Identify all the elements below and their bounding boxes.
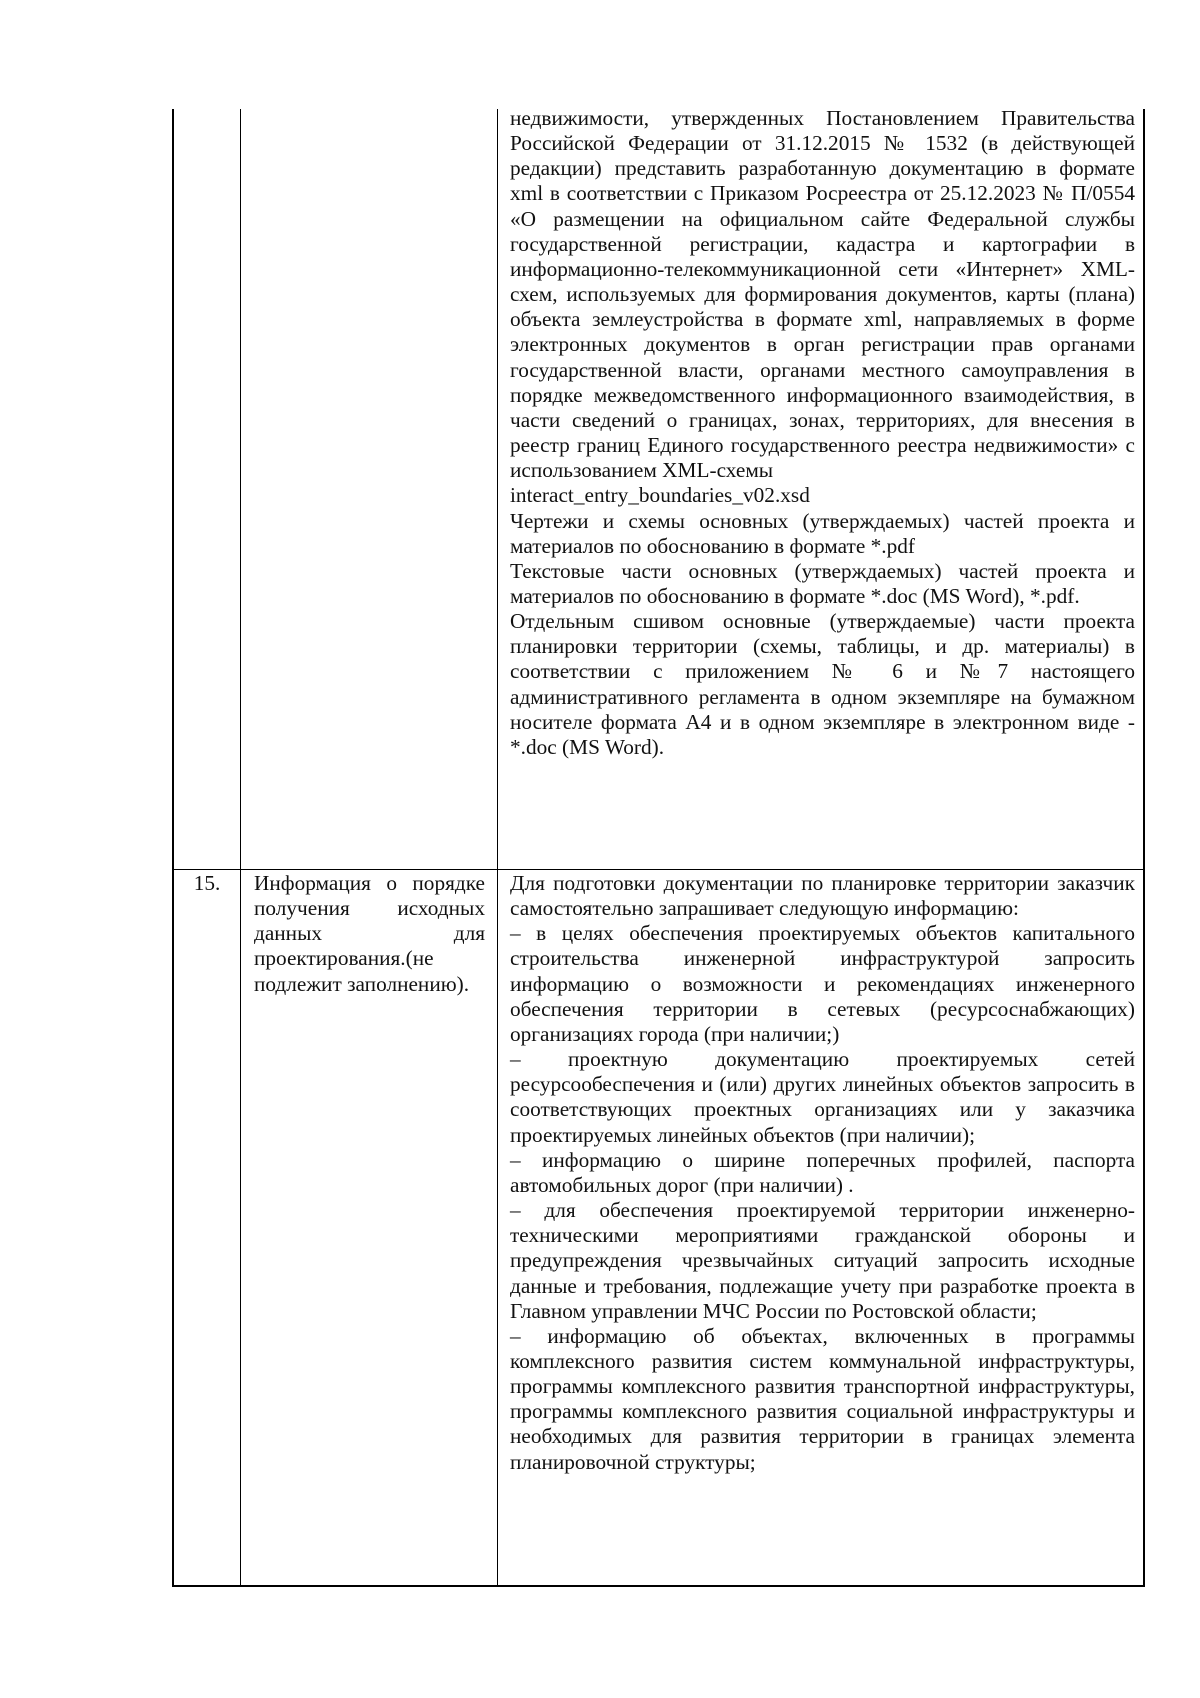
row-14-paragraph-4: Текстовые части основных (утверждаемых) частей проекта и материалов по обоснованию в формате *.doc (MS Word), *.pdf.: [510, 558, 1135, 608]
column-divider-1: [240, 109, 241, 1585]
row-15-paragraph-4: – информацию о ширине поперечных профилей, паспорта автомобильных дорог (при наличии) .: [510, 1147, 1135, 1197]
row-15-paragraph-1: Для подготовки документации по планировке территории заказчик самостоятельно запрашивает следующую информацию:: [510, 871, 1135, 921]
row-15-paragraph-5: – для обеспечения проектируемой территории инженерно-техническими мероприятиями гражданской обороны и предупреждения чрезвычайных ситуаций запросить исходные данные и требования, подлежащие учету при разработке проекта в Главном управлении МЧС России по Ростовской области;: [510, 1198, 1135, 1323]
row-14-paragraph-5: Отдельным сшивом основные (утверждаемые) части проекта планировки территории (схемы, таблицы, и др. материалы) в соответствии с приложением № 6 и №7 настоящего административного регламента в одном экземпляре на бумажном носителе формата А4 и в одном экземпляре в электронном виде -*.doc (MS Word).: [510, 609, 1135, 759]
document-table: [172, 106, 1145, 1587]
row-15-title: Информация о порядке получения исходных данных для проектирования.(не подлежит заполнению).: [254, 871, 485, 996]
row-14-content: [510, 106, 1135, 760]
row-14-paragraph-1: недвижимости, утвержденных Постановлением Правительства Российской Федерации от 31.12.2015 № 1532 (в действующей редакции) представить разработанную документацию в формате xml в соответствии с Приказом Росреестра от 25.12.2023 № П/0554 «О размещении на официальном сайте Федеральной службы государственной регистрации, кадастра и картографии в информационно-телекоммуникационной сети «Интернет» XML-схем, используемых для формирования документов, карты (плана) объекта землеустройства в формате xml, направляемых в форме электронных документов в орган регистрации прав органами государственной власти, органами местного самоуправления в порядке межведомственного информационного взаимодействия, в части сведений о границах, зонах, территориях, для внесения в реестр границ Единого государственного реестра недвижимости» с использованием XML-схемы: [510, 106, 1135, 483]
row-14-paragraph-2: interact_entry_boundaries_v02.xsd: [510, 483, 810, 508]
row-15-number: 15.: [193, 871, 221, 895]
row-15-content: [510, 871, 1135, 1475]
row-15-paragraph-6: – информацию об объектах, включенных в программы комплексного развития систем коммунальной инфраструктуры, программы комплексного развития транспортной инфраструктуры, программы комплексного развития социальной инфраструктуры и необходимых для развития территории в границах элемента планировочной структуры;: [510, 1323, 1135, 1474]
column-divider-2: [497, 109, 498, 1585]
row-divider: [174, 869, 1143, 870]
row-15-paragraph-2: – в целях обеспечения проектируемых объектов капитального строительства инженерной инфраструктурой запросить информацию о возможности и рекомендациях инженерного обеспечения территории в сетевых (ресурсоснабжающих) организациях города (при наличии;): [510, 921, 1135, 1046]
row-14-paragraph-3: Чертежи и схемы основных (утверждаемых) частей проекта и материалов по обоснованию в формате *.pdf: [510, 508, 1135, 558]
row-15-paragraph-3: – проектную документацию проектируемых сетей ресурсообеспечения и (или) других линейных объектов запросить в соответствующих проектных организациях или у заказчика проектируемых линейных объектов (при наличии);: [510, 1047, 1135, 1147]
